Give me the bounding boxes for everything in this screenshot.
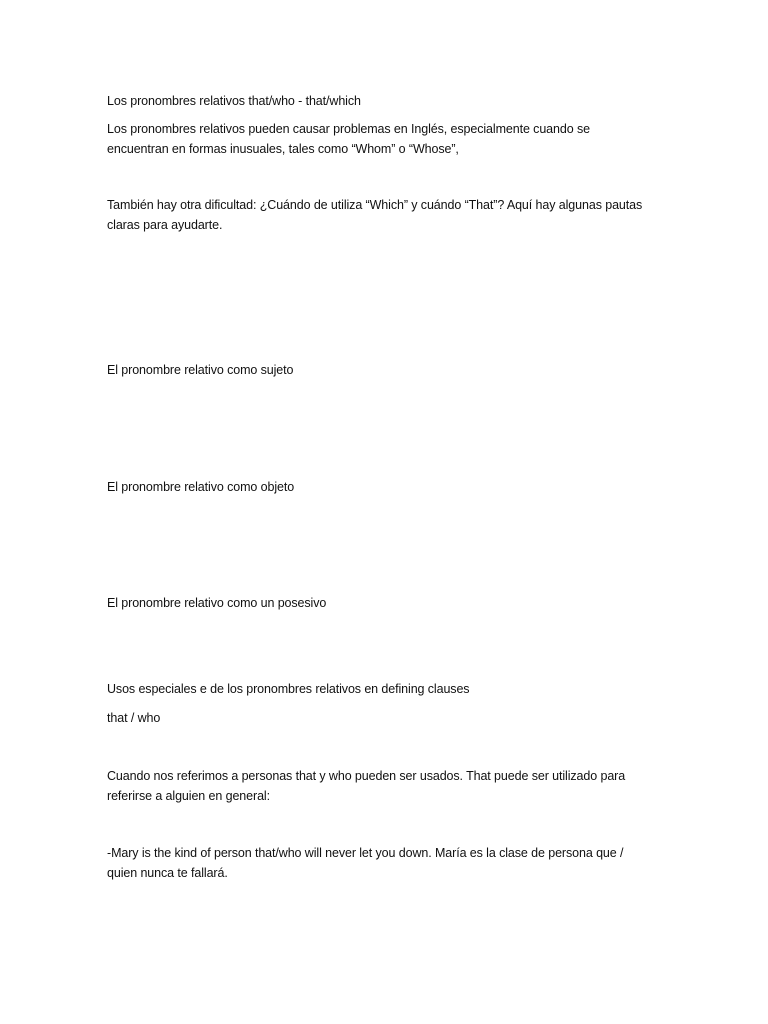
- difficulty-paragraph: [107, 195, 667, 235]
- example-line-2: quien nunca te fallará.: [107, 866, 228, 880]
- example-line-1: -Mary is the kind of person that/who will never let you down. María es la clase de persona que /: [107, 846, 624, 860]
- people-usage-paragraph: [107, 766, 667, 806]
- subheading-that-who: that / who: [107, 711, 161, 725]
- heading-object: El pronombre relativo como objeto: [107, 480, 295, 494]
- difficulty-line-1: También hay otra dificultad: ¿Cuándo de utiliza “Which” y cuándo “That”? Aquí hay algunas pautas: [107, 198, 643, 212]
- heading-special-uses: Usos especiales e de los pronombres relativos en defining clauses: [107, 682, 470, 696]
- people-usage-line-2: referirse a alguien en general:: [107, 789, 270, 803]
- heading-subject: El pronombre relativo como sujeto: [107, 363, 294, 377]
- example-paragraph: [107, 843, 667, 883]
- intro-paragraph: [107, 119, 667, 159]
- heading-possessive: El pronombre relativo como un posesivo: [107, 596, 327, 610]
- intro-line-2: encuentran en formas inusuales, tales como “Whom” o “Whose”,: [107, 142, 459, 156]
- document-title: Los pronombres relativos that/who - that/which: [107, 94, 361, 108]
- difficulty-line-2: claras para ayudarte.: [107, 218, 223, 232]
- intro-line-1: Los pronombres relativos pueden causar problemas en Inglés, especialmente cuando se: [107, 122, 590, 136]
- people-usage-line-1: Cuando nos referimos a personas that y who pueden ser usados. That puede ser utilizado para: [107, 769, 626, 783]
